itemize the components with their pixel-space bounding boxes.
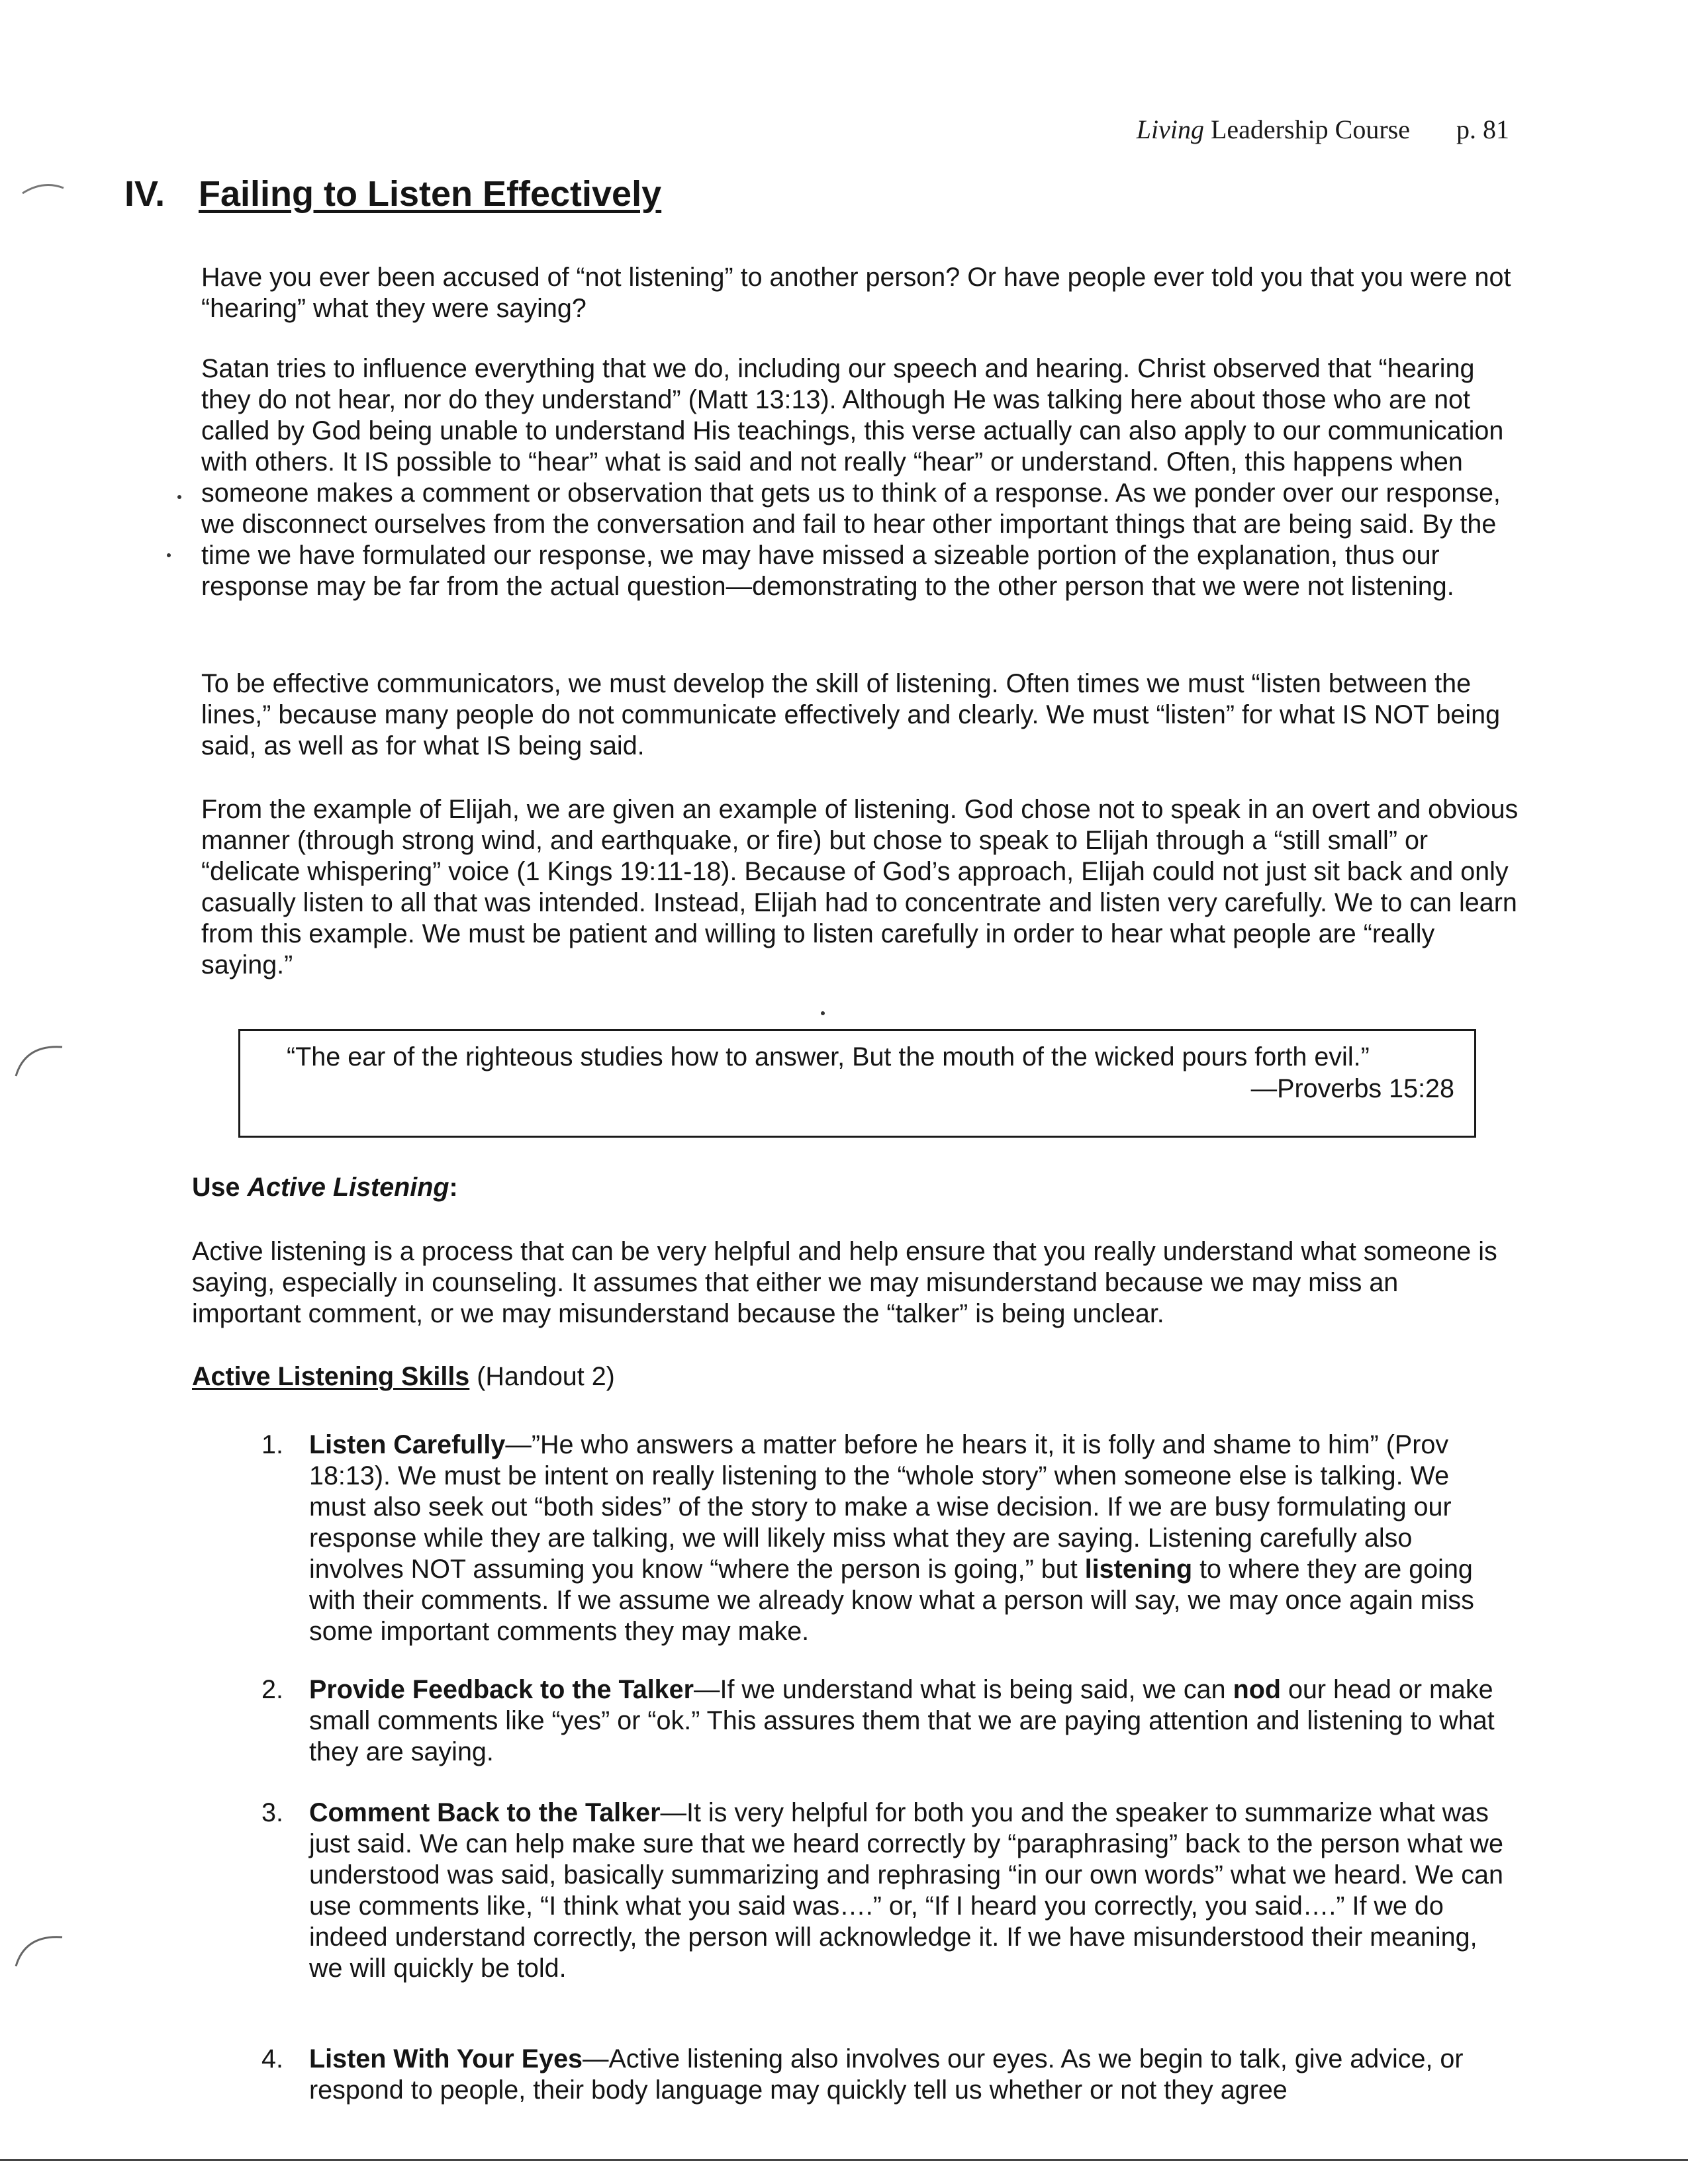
scan-speck: [177, 495, 181, 499]
header-course: Leadership Course: [1210, 114, 1410, 144]
list-item-text-cont: to where they are going with their comments. If we assume we already know what a person will say, we may once again miss some important comments they may make.: [309, 1555, 1474, 1646]
list-item: [261, 1430, 1506, 1647]
list-item: [261, 2044, 1506, 2106]
heading-prefix: Use: [192, 1173, 240, 1202]
binder-hole-mark-icon: [20, 179, 66, 199]
list-number: 4.: [261, 2044, 283, 2073]
list-item-title: Listen With Your Eyes: [309, 2044, 583, 2073]
list-item-emphasis: nod: [1233, 1675, 1281, 1704]
quote-text: “The ear of the righteous studies how to answer, But the mouth of the wicked pours forth evil.”: [287, 1042, 1370, 1071]
section-title: [124, 173, 661, 214]
active-listening-heading: [192, 1173, 458, 1203]
heading-suffix: :: [449, 1173, 458, 1202]
paragraph-satan: Satan tries to influence everything that we do, including our speech and hearing. Christ observed that “hearing they do not hear, nor do they understand” (Matt 13:13). Although He was talking here about those who are not called by God being unable to understand His teachings, this verse actually can also apply to our communication with others. It IS possible to “hear” what is said and not really “hear” or understand. Often, this happens when someone makes a comment or observation that gets us to think of a response. As we ponder over our response, we disconnect ourselves from the conversation and fail to hear other important things that are being said. By the time we have formulated our response, we may have missed a sizeable portion of the explanation, thus our response may be far from the actual question—demonstrating to the other person that we were not listening.: [201, 354, 1504, 601]
list-item-emphasis: listening: [1084, 1555, 1193, 1584]
quote-box: [238, 1029, 1476, 1138]
quote-citation: —Proverbs 15:28: [1250, 1074, 1454, 1103]
list-item-text-cont: our head or make small comments like “yes” or “ok.” This assures them that we are paying attention and listening to what they are saying.: [309, 1675, 1495, 1766]
section-title-text: Failing to Listen Effectively: [199, 174, 662, 214]
list-item: [261, 1797, 1506, 1984]
skills-heading: [192, 1362, 615, 1392]
list-item-text: —Active listening also involves our eyes. As we begin to talk, give advice, or respond to people, their body language may quickly tell us whether or not they agree: [309, 2044, 1464, 2105]
list-item-text: —If we understand what is being said, we can: [694, 1675, 1233, 1704]
scan-speck: [821, 1011, 825, 1015]
list-item-title: Comment Back to the Talker: [309, 1798, 661, 1827]
skills-heading-title: Active Listening Skills: [192, 1362, 470, 1391]
paragraph-active-listening: Active listening is a process that can be very helpful and help ensure that you really understand what someone is saying, especially in counseling. It assumes that either we may misunderstand because we may miss an important comment, or we may misunderstand because the “talker” is being unclear.: [192, 1237, 1497, 1328]
list-item: [261, 1674, 1506, 1768]
paragraph-elijah: From the example of Elijah, we are given an example of listening. God chose not to speak in an overt and obvious manner (through strong wind, and earthquake, or fire) but chose to speak to Elijah through a “still small” or “delicate whispering” voice (1 Kings 19:11-18). Because of God’s approach, Elijah could not just sit back and only casually listen to all that was intended. Instead, Elijah had to concentrate and listen very carefully. We to can learn from this example. We must be patient and willing to listen carefully in order to hear what people are “really saying.”: [201, 795, 1519, 979]
paragraph-communicators: To be effective communicators, we must develop the skill of listening. Often times we must “listen between the lines,” because many people do not communicate effectively and clearly. We must “listen” for what IS NOT being said, as well as for what IS being said.: [201, 669, 1501, 760]
list-number: 1.: [261, 1430, 283, 1459]
skills-handout: (Handout 2): [477, 1362, 615, 1391]
paragraph-intro: Have you ever been accused of “not listening” to another person? Or have people ever told you that you were not “hearing” what they were saying?: [201, 263, 1511, 323]
header-brand: Living: [1136, 114, 1204, 144]
binder-hole-mark-icon: [12, 1039, 65, 1079]
list-item-title: Provide Feedback to the Talker: [309, 1675, 694, 1704]
list-number: 3.: [261, 1798, 283, 1827]
heading-italic: Active Listening: [247, 1173, 449, 1202]
list-item-text: —It is very helpful for both you and the speaker to summarize what was just said. We can help make sure that we heard correctly by “paraphrasing” back to the person what we understood was said, basically summarizing and rephrasing “in our own words” what we heard. We can use comments like, “I think what you said was….” or, “If I heard you correctly, you said….” If we do indeed understand correctly, the person will acknowledge it. If we have misunderstood their meaning, we will quickly be told.: [309, 1798, 1504, 1983]
list-item-text: —”He who answers a matter before he hears it, it is folly and shame to him” (Prov 18:13). We must be intent on really listening to the “whole story” when someone else is talking. We must also seek out “both sides” of the story to make a wise decision. If we are busy formulating our response while they are talking, we will likely miss what they are saying. Listening carefully also involves NOT assuming you know “where the person is going,” but: [309, 1430, 1452, 1584]
page-bottom-edge: [0, 2159, 1688, 2161]
binder-hole-mark-icon: [12, 1929, 65, 1969]
section-number: IV.: [124, 174, 165, 214]
list-number: 2.: [261, 1675, 283, 1704]
scan-speck: [167, 553, 171, 557]
running-header: [1137, 114, 1509, 145]
page-number: p. 81: [1456, 114, 1509, 144]
list-item-title: Listen Carefully: [309, 1430, 506, 1459]
